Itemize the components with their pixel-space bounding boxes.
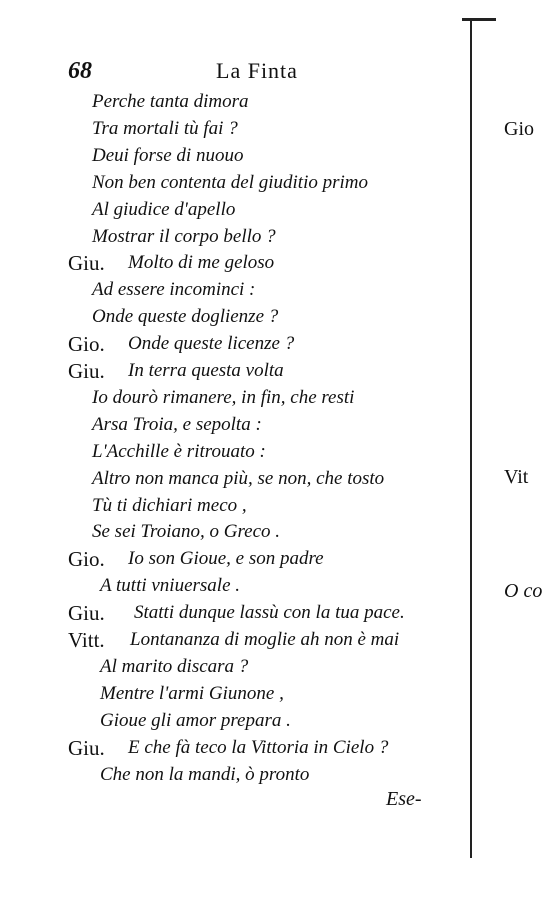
verse-line [0, 196, 460, 224]
speaker-label: Gio. [68, 547, 105, 572]
verse-line [0, 761, 460, 789]
verse-line [0, 223, 460, 251]
facing-page-text: Vit [504, 466, 529, 488]
verse-text: Mostrar il corpo bello ? [92, 225, 276, 247]
verse-line [0, 465, 460, 493]
verse-text: Onde queste licenze ? [128, 333, 295, 355]
facing-page-fragment [500, 0, 542, 900]
verse-line [0, 142, 460, 170]
speaker-label: Vitt. [68, 628, 105, 652]
verse-line [0, 115, 460, 143]
verse-text: Al giudice d'apello [92, 198, 236, 220]
verse-line [0, 518, 460, 546]
verse-line [0, 653, 460, 681]
speaker-label: Giu. [68, 359, 105, 383]
speaker-label: Giu. [68, 735, 105, 760]
verse-line [0, 626, 460, 654]
page-gutter [470, 18, 472, 858]
verse-text: Altro non manca più, se non, che tosto [92, 467, 385, 489]
verse-text: Mentre l'armi Giunone , [100, 682, 284, 704]
running-title: La Finta [216, 58, 298, 83]
verse-line [0, 734, 460, 762]
verse-text: L'Acchille è ritrouato : [92, 440, 266, 462]
verse-text: E che fà teco la Vittoria in Cielo ? [128, 736, 389, 758]
verse-line [0, 88, 460, 116]
verse-line [0, 303, 460, 331]
page-number: 68 [68, 58, 92, 84]
verse-text: Io son Gioue, e son padre [128, 548, 324, 570]
gutter-bracket [462, 18, 496, 21]
verse-text: Ad essere incominci : [92, 279, 256, 301]
verse-text: Arsa Troia, e sepolta : [92, 413, 262, 435]
verse-text: Deui forse di nuouo [92, 144, 244, 166]
verse-text: Se sei Troiano, o Greco . [92, 521, 281, 543]
verse-line [0, 572, 460, 600]
verse-line [0, 249, 460, 277]
verse-text: Al marito discara ? [100, 655, 249, 677]
verse-text: Gioue gli amor prepara . [100, 709, 291, 731]
catchword: Ese- [386, 788, 422, 810]
verse-text: Molto di me geloso [128, 252, 275, 274]
facing-page-text: O co [504, 580, 542, 602]
facing-page-text: Gio [504, 118, 534, 140]
verse-text: Io dourò rimanere, in fin, che resti [92, 386, 355, 408]
verse-line [0, 545, 460, 573]
verse-line [0, 492, 460, 520]
verse-line [0, 411, 460, 439]
verse-text: Che non la mandi, ò pronto [100, 763, 310, 785]
verse-line [0, 357, 460, 385]
verse-line [0, 384, 460, 412]
verse-line [0, 707, 460, 735]
verse-text: Onde queste doglienze ? [92, 306, 279, 328]
verse-line [0, 276, 460, 304]
page-header [68, 58, 328, 88]
verse-line [0, 438, 460, 466]
verse-text: Non ben contenta del giuditio primo [92, 171, 369, 193]
verse-text: Statti dunque lassù con la tua pace. [134, 602, 405, 624]
verse-line [0, 680, 460, 708]
verse-text: Lontananza di moglie ah non è mai [130, 629, 400, 650]
speaker-label: Giu. [68, 251, 105, 276]
verse-line [0, 599, 460, 627]
speaker-label: Gio. [68, 332, 105, 357]
verse-text: Tra mortali tù fai ? [92, 117, 238, 139]
verse-text: In terra questa volta [128, 360, 284, 381]
verse-line [0, 169, 460, 197]
verse-text: Perche tanta dimora [92, 91, 249, 112]
verse-line [0, 330, 460, 358]
verse-text: Tù ti dichiari meco , [92, 494, 247, 516]
verse-text: A tutti vniuersale . [100, 575, 241, 597]
speaker-label: Giu. [68, 601, 105, 626]
